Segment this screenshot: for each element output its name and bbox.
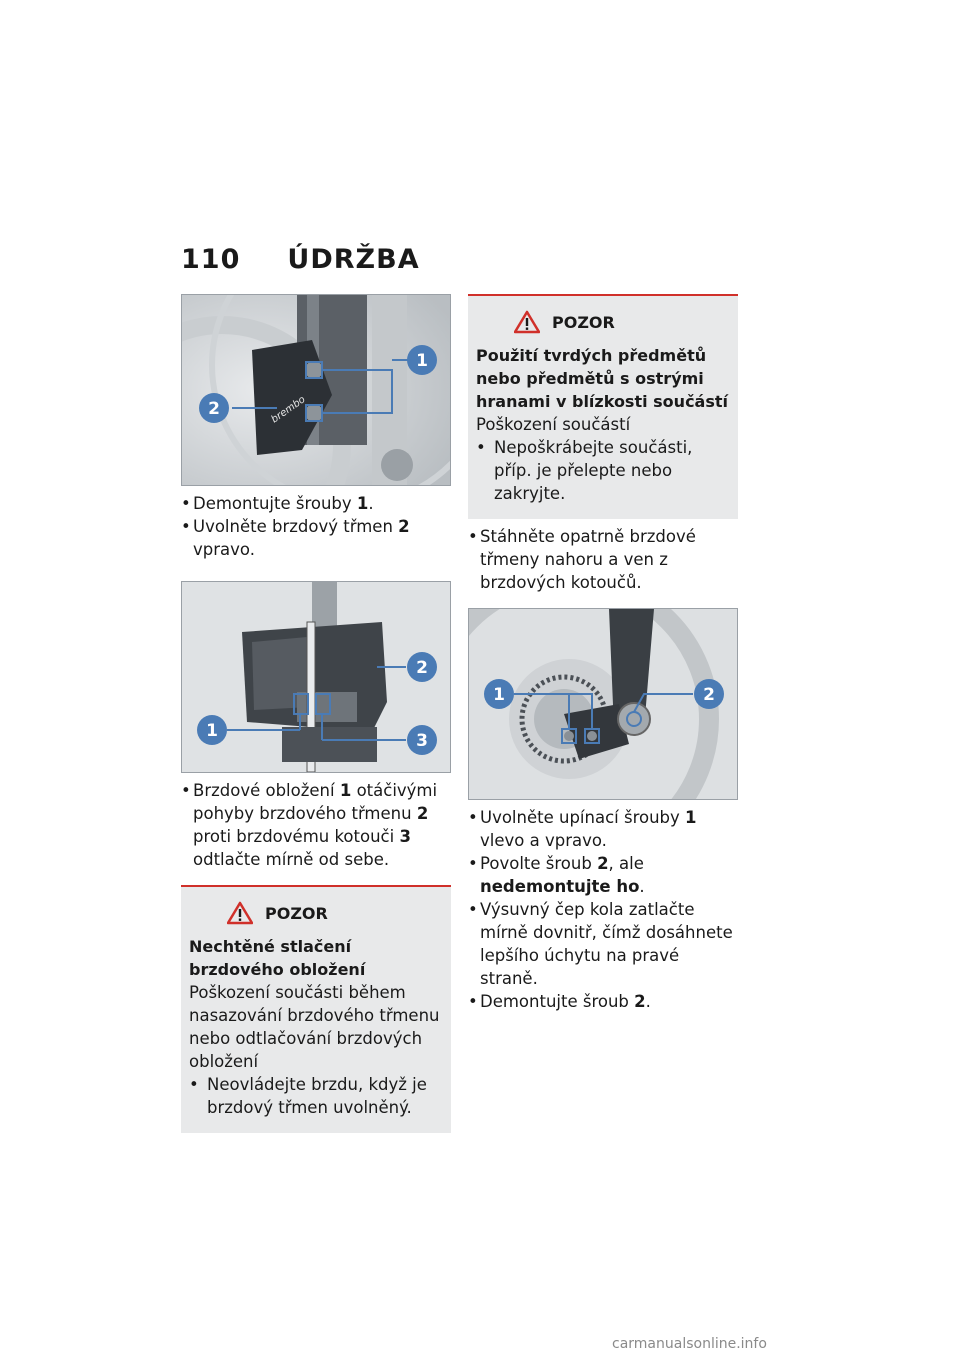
warning-label: POZOR (552, 312, 615, 332)
step-item (468, 806, 738, 852)
steps-push-pads (181, 779, 451, 871)
callout-2 (199, 393, 229, 423)
step-emphasis: nedemontujte ho (480, 877, 640, 896)
step-text: . (368, 494, 374, 513)
step-emphasis: 2 (597, 854, 609, 873)
step-item (468, 898, 738, 990)
step-emphasis: 1 (339, 781, 352, 800)
steps-remove-caliper (181, 492, 451, 561)
step-text: Uvolněte brzdový třmen (193, 517, 399, 536)
callout-3 (407, 725, 437, 755)
warning-triangle-icon (227, 901, 253, 925)
svg-text:2: 2 (416, 658, 428, 678)
step-text: Stáhněte opatrně brzdové třmeny nahoru a ven z brzdových kotoučů. (480, 527, 696, 592)
step-text: Povolte šroub (480, 854, 598, 873)
step-emphasis: 3 (399, 827, 411, 846)
step-emphasis: 1 (356, 494, 369, 513)
step-item (468, 525, 738, 594)
svg-text:3: 3 (416, 731, 428, 751)
callout-2 (694, 679, 724, 709)
step-text: vlevo a vpravo. (480, 831, 607, 850)
page-header (181, 244, 420, 275)
warning-triangle-icon (514, 310, 540, 334)
callout-1 (484, 679, 514, 709)
svg-text:1: 1 (206, 721, 218, 741)
warning-bullets (476, 436, 728, 505)
svg-text:2: 2 (208, 399, 220, 419)
warning-text: Poškození součástí (476, 415, 631, 434)
step-item (468, 852, 738, 898)
warning-box-right (468, 294, 738, 519)
warning-title: Použití tvrdých předmětů nebo předmětů s ostrými hranami v blízkosti součástí (476, 346, 728, 411)
step-emphasis: 2 (416, 804, 429, 823)
warning-label: POZOR (265, 903, 328, 923)
steps-loosen-axle (468, 806, 738, 1013)
step-text: odtlačte mírně od sebe. (193, 850, 390, 869)
step-item (468, 990, 738, 1013)
right-column (468, 294, 738, 1013)
warning-title: Nechtěné stlačení brzdového obložení (189, 937, 366, 979)
warning-bullet: • Neovládejte brzdu, když je brzdový třmen uvolněný. (189, 1073, 441, 1119)
step-item (181, 779, 451, 871)
warning-bullets (189, 1073, 441, 1119)
page-number: 110 (181, 244, 241, 275)
step-emphasis: 1 (685, 808, 697, 827)
step-text: Výsuvný čep kola zatlačte mírně dovnitř, čímž dosáhnete lepšího úchytu na pravé straně. (480, 900, 733, 988)
svg-text:1: 1 (493, 685, 505, 705)
step-text: vpravo. (193, 540, 255, 559)
warning-text: Poškození součásti během nasazování brzdového třmenu nebo odtlačování brzdových obložení (189, 983, 440, 1071)
step-text: proti brzdovému kotouči (193, 827, 400, 846)
step-text: , ale (608, 854, 644, 873)
step-text: . (639, 877, 645, 896)
svg-text:1: 1 (416, 351, 428, 371)
step-text: Demontujte šroub (480, 992, 635, 1011)
callout-1 (197, 715, 227, 745)
steps-pull-caliper (468, 525, 738, 594)
step-emphasis: 2 (634, 992, 646, 1011)
step-text: Brzdové obložení (193, 781, 340, 800)
brand-label: brembo (269, 394, 308, 426)
step-text: . (645, 992, 651, 1011)
section-title: ÚDRŽBA (287, 244, 420, 275)
step-emphasis: 2 (398, 517, 410, 536)
figure-wheel-axle (468, 608, 738, 800)
step-text: Uvolněte upínací šrouby (480, 808, 686, 827)
step-text: otáčivými pohyby brzdového třmenu (193, 781, 438, 823)
svg-text:2: 2 (703, 685, 715, 705)
step-item (181, 492, 451, 515)
callout-1 (407, 345, 437, 375)
left-column (181, 294, 451, 1133)
callout-2 (407, 652, 437, 682)
warning-box-left (181, 885, 451, 1133)
watermark: carmanualsonline.info (612, 1336, 767, 1352)
figure-brake-caliper-side (181, 581, 451, 773)
figure-brake-caliper-front (181, 294, 451, 486)
step-text: Demontujte šrouby (193, 494, 357, 513)
step-item (181, 515, 451, 561)
warning-bullet: • Nepoškrábejte součásti, příp. je přelepte nebo zakryjte. (476, 436, 728, 505)
